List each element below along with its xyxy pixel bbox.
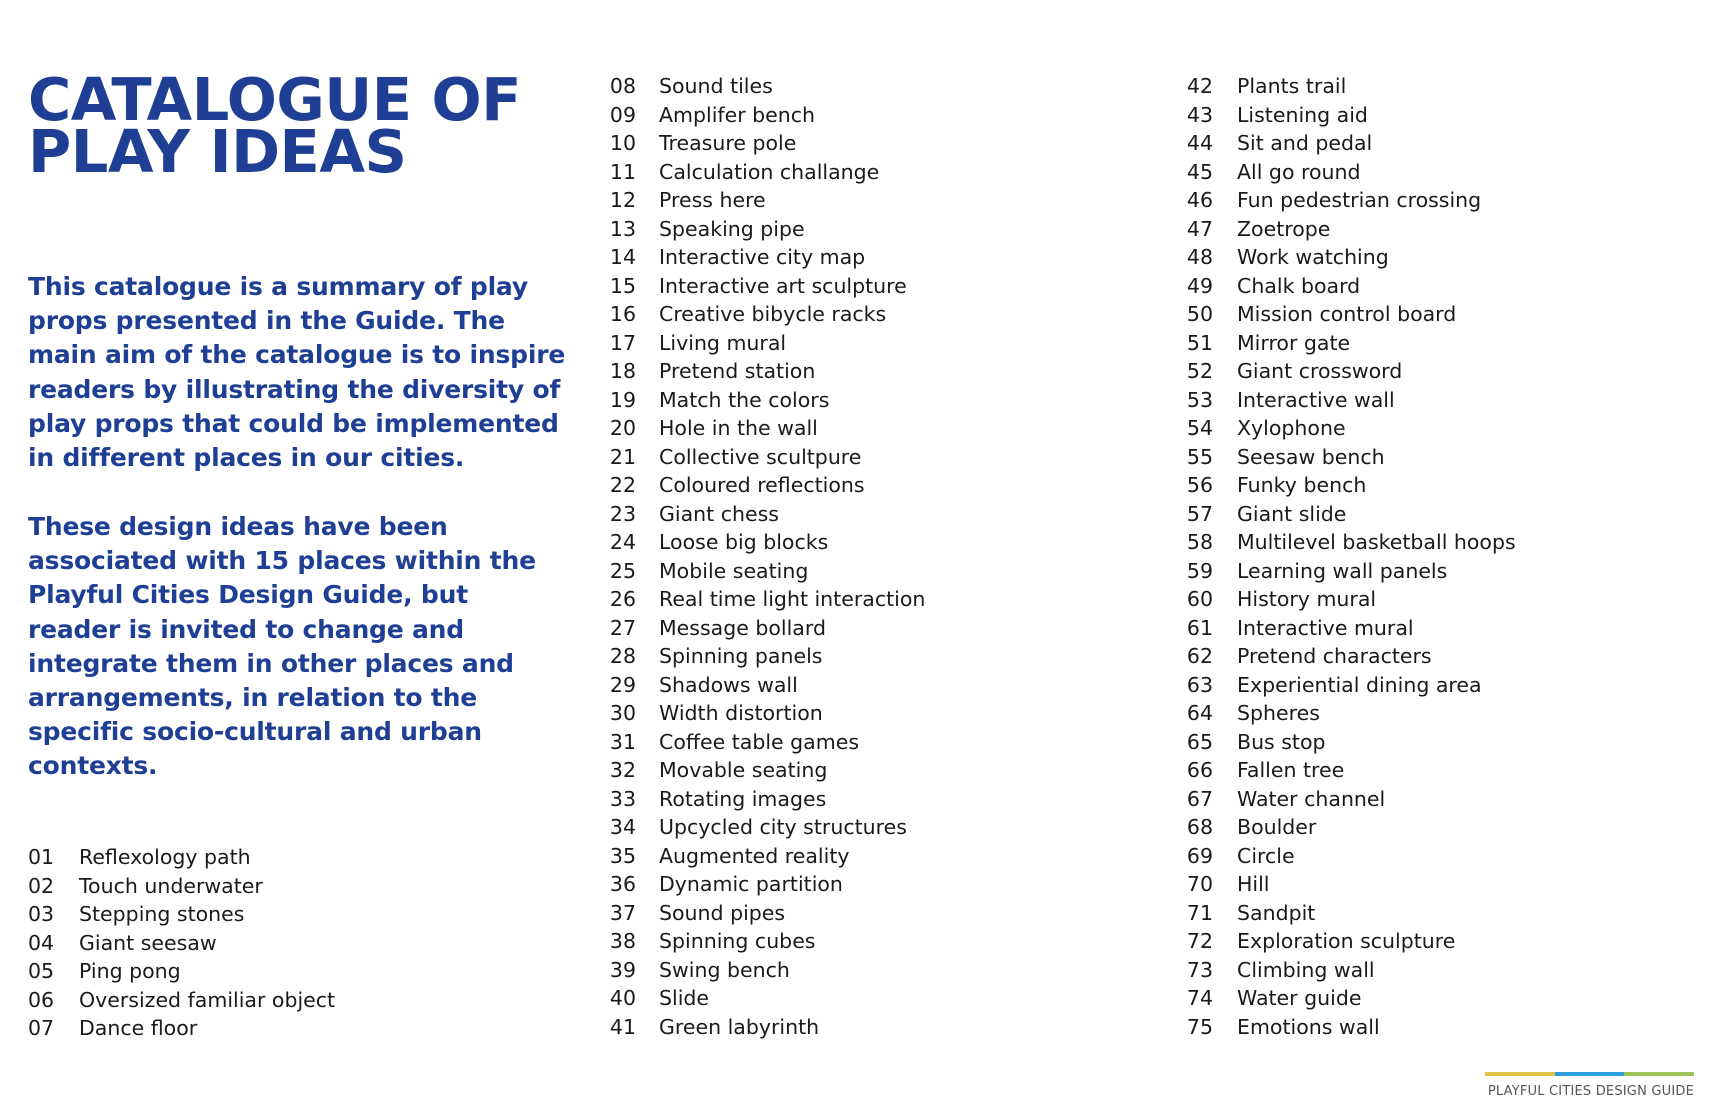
list-item [600, 272, 925, 301]
list-item [600, 443, 925, 472]
item-label: Sound tiles [659, 74, 773, 98]
item-number: 62 [1186, 644, 1213, 668]
list-item [600, 642, 925, 671]
item-label: Dynamic partition [659, 872, 843, 896]
list-item [28, 929, 335, 958]
item-label: Interactive city map [659, 245, 866, 269]
list-item [28, 1014, 335, 1043]
item-label: Upcycled city structures [659, 815, 907, 839]
item-number: 40 [609, 986, 636, 1010]
list-item [600, 186, 925, 215]
item-number: 35 [609, 843, 636, 868]
catalogue-list-column-1 [28, 843, 335, 1043]
item-label: Water channel [1237, 786, 1386, 811]
list-item [600, 1013, 925, 1042]
item-label: Living mural [659, 330, 787, 355]
item-label: Reflexology path [79, 845, 251, 869]
list-item [1180, 528, 1516, 557]
list-item [1180, 1013, 1516, 1042]
list-item [1180, 471, 1516, 500]
item-number: 52 [1186, 359, 1213, 383]
list-item [600, 984, 925, 1013]
item-number: 57 [1186, 501, 1213, 526]
item-number: 31 [609, 729, 636, 754]
list-item [600, 927, 925, 956]
footer-bar-segment-yellow [1485, 1072, 1555, 1076]
item-number: 63 [1186, 672, 1213, 697]
item-number: 41 [609, 1014, 636, 1039]
list-item [600, 101, 925, 130]
list-item [1180, 956, 1516, 985]
item-label: Hill [1237, 872, 1270, 896]
list-item [1180, 785, 1516, 814]
item-label: Emotions wall [1237, 1014, 1380, 1039]
item-label: Chalk board [1237, 273, 1361, 298]
list-item [600, 699, 925, 728]
list-item [1180, 500, 1516, 529]
list-item [1180, 557, 1516, 586]
list-item [600, 158, 925, 187]
footer-color-bar [1485, 1072, 1694, 1076]
list-item [600, 813, 925, 842]
item-number: 32 [609, 758, 636, 782]
item-label: Spinning panels [659, 644, 823, 668]
list-item [600, 870, 925, 899]
item-number: 37 [609, 900, 636, 925]
item-label: Spinning cubes [659, 929, 816, 953]
list-item [600, 129, 925, 158]
item-number: 60 [1186, 587, 1213, 611]
item-label: Mirror gate [1237, 330, 1351, 355]
list-item [1180, 101, 1516, 130]
list-item [1180, 813, 1516, 842]
item-number: 06 [28, 987, 55, 1012]
item-number: 43 [1186, 102, 1213, 127]
item-number: 21 [609, 444, 636, 469]
list-item [1180, 329, 1516, 358]
item-label: Listening aid [1237, 102, 1368, 127]
item-number: 45 [1186, 159, 1213, 184]
catalogue-list-column-3 [1180, 72, 1516, 1041]
item-label: Funky bench [1237, 473, 1367, 497]
footer-title: PLAYFUL CITIES DESIGN GUIDE [1487, 1084, 1694, 1099]
item-label: Loose big blocks [659, 530, 829, 554]
item-number: 28 [609, 644, 636, 668]
list-item [600, 528, 925, 557]
item-label: Speaking pipe [659, 216, 805, 241]
item-label: Ping pong [79, 959, 181, 983]
list-item [28, 957, 335, 986]
item-number: 71 [1186, 900, 1213, 925]
list-item [600, 471, 925, 500]
list-item [600, 671, 925, 700]
item-label: Boulder [1237, 815, 1317, 839]
item-number: 27 [609, 615, 636, 640]
list-item [600, 585, 925, 614]
item-number: 72 [1186, 929, 1213, 953]
item-label: Treasure pole [659, 131, 797, 155]
item-label: Oversized familiar object [79, 987, 336, 1012]
item-number: 22 [609, 473, 636, 497]
item-number: 61 [1186, 615, 1213, 640]
item-label: Shadows wall [659, 672, 798, 697]
item-number: 33 [609, 786, 636, 811]
item-number: 49 [1186, 273, 1213, 298]
item-label: Fun pedestrian crossing [1237, 188, 1482, 212]
item-label: Sit and pedal [1237, 131, 1373, 155]
item-number: 12 [609, 188, 636, 212]
item-number: 53 [1186, 387, 1213, 412]
item-label: History mural [1237, 587, 1377, 611]
list-item [600, 842, 925, 871]
page-title [28, 65, 521, 186]
item-label: Calculation challange [659, 159, 880, 184]
item-number: 24 [609, 530, 636, 554]
list-item [600, 357, 925, 386]
list-item [1180, 899, 1516, 928]
item-label: Slide [659, 986, 710, 1010]
item-number: 14 [609, 245, 636, 269]
list-item [600, 756, 925, 785]
intro-paragraph-2: These design ideas have been associated with 15 places within the Playful Cities Design Guide, but reader is invited to change and integrate them in other places and arrangements, in relation to the specific socio-cultural and urban contexts. [28, 512, 536, 781]
list-item [1180, 728, 1516, 757]
item-number: 20 [609, 416, 636, 440]
item-label: Match the colors [659, 387, 830, 412]
item-number: 73 [1186, 957, 1213, 982]
item-number: 30 [609, 701, 636, 725]
item-number: 34 [609, 815, 636, 839]
footer-bar-segment-blue [1555, 1072, 1625, 1076]
list-item [28, 872, 335, 901]
list-item [1180, 870, 1516, 899]
item-label: Fallen tree [1237, 758, 1345, 782]
item-label: Hole in the wall [659, 416, 818, 440]
list-item [28, 986, 335, 1015]
item-number: 01 [28, 845, 55, 869]
list-item [600, 956, 925, 985]
list-item [1180, 585, 1516, 614]
item-label: Sandpit [1237, 900, 1316, 925]
list-item [1180, 671, 1516, 700]
item-number: 58 [1186, 530, 1213, 554]
list-item [28, 900, 335, 929]
list-item [600, 414, 925, 443]
list-item [1180, 357, 1516, 386]
item-number: 56 [1186, 473, 1213, 497]
item-number: 46 [1186, 188, 1213, 212]
item-label: Interactive wall [1237, 387, 1395, 412]
item-number: 42 [1186, 74, 1213, 98]
item-label: Exploration sculpture [1237, 929, 1456, 953]
item-number: 44 [1186, 131, 1213, 155]
list-item [1180, 186, 1516, 215]
item-label: Spheres [1237, 701, 1320, 725]
list-item [600, 899, 925, 928]
item-number: 68 [1186, 815, 1213, 839]
item-label: Seesaw bench [1237, 444, 1385, 469]
list-item [1180, 72, 1516, 101]
item-number: 64 [1186, 701, 1213, 725]
item-number: 11 [609, 159, 636, 184]
item-number: 54 [1186, 416, 1213, 440]
item-number: 18 [609, 359, 636, 383]
item-label: Pretend characters [1237, 644, 1432, 668]
item-number: 74 [1186, 986, 1213, 1010]
item-label: Climbing wall [1237, 957, 1375, 982]
intro-paragraph-1: This catalogue is a summary of play props presented in the Guide. The main aim of the catalogue is to inspire readers by illustrating the diversity of play props that could be implemented in different places in our cities. [28, 272, 566, 473]
item-label: Dance floor [79, 1016, 198, 1040]
list-item [600, 500, 925, 529]
page-title-line-2: PLAY IDEAS [28, 117, 407, 186]
item-label: Interactive art sculpture [659, 273, 907, 298]
item-number: 55 [1186, 444, 1213, 469]
list-item [1180, 927, 1516, 956]
item-label: Rotating images [659, 786, 827, 811]
item-label: Giant chess [659, 501, 779, 526]
item-label: Green labyrinth [659, 1014, 820, 1039]
item-label: Circle [1237, 843, 1295, 868]
list-item [600, 300, 925, 329]
list-item [1180, 699, 1516, 728]
item-label: Experiential dining area [1237, 672, 1482, 697]
list-item [600, 785, 925, 814]
item-label: Width distortion [659, 701, 823, 725]
item-number: 69 [1186, 843, 1213, 868]
item-label: Creative bibycle racks [659, 302, 887, 326]
item-label: Water guide [1237, 986, 1362, 1010]
list-item [1180, 756, 1516, 785]
item-label: Pretend station [659, 359, 816, 383]
list-item [1180, 129, 1516, 158]
list-item [600, 243, 925, 272]
item-number: 67 [1186, 786, 1213, 811]
list-item [1180, 414, 1516, 443]
item-label: Swing bench [659, 957, 790, 982]
list-item [1180, 614, 1516, 643]
list-item [1180, 158, 1516, 187]
item-label: Touch underwater [79, 873, 263, 898]
item-label: Movable seating [659, 758, 828, 782]
list-item [1180, 443, 1516, 472]
item-label: Work watching [1237, 245, 1389, 269]
item-number: 29 [609, 672, 636, 697]
item-number: 07 [28, 1016, 55, 1040]
item-label: Learning wall panels [1237, 558, 1448, 583]
item-label: Giant crossword [1237, 359, 1403, 383]
item-number: 19 [609, 387, 636, 412]
list-item [600, 614, 925, 643]
item-number: 65 [1186, 729, 1213, 754]
page-title-line-1: CATALOGUE OF [28, 65, 521, 134]
footer-bar-segment-green [1624, 1072, 1694, 1076]
item-number: 26 [609, 587, 636, 611]
item-label: Bus stop [1237, 729, 1326, 754]
item-number: 13 [609, 216, 636, 241]
item-label: Mission control board [1237, 302, 1457, 326]
item-number: 51 [1186, 330, 1213, 355]
item-number: 15 [609, 273, 636, 298]
item-number: 50 [1186, 302, 1213, 326]
list-item [1180, 300, 1516, 329]
item-number: 05 [28, 959, 55, 983]
item-label: All go round [1237, 159, 1361, 184]
item-number: 09 [609, 102, 636, 127]
list-item [600, 329, 925, 358]
item-label: Augmented reality [659, 843, 850, 868]
list-item [600, 728, 925, 757]
list-item [1180, 984, 1516, 1013]
item-number: 70 [1186, 872, 1213, 896]
item-number: 16 [609, 302, 636, 326]
item-number: 17 [609, 330, 636, 355]
item-label: Press here [659, 188, 766, 212]
list-item [28, 843, 335, 872]
item-label: Stepping stones [79, 902, 245, 926]
item-number: 25 [609, 558, 636, 583]
item-number: 10 [609, 131, 636, 155]
item-number: 39 [609, 957, 636, 982]
item-label: Message bollard [659, 615, 826, 640]
item-label: Giant seesaw [79, 930, 217, 955]
item-label: Collective scultpure [659, 444, 862, 469]
list-item [600, 72, 925, 101]
item-label: Amplifer bench [659, 102, 816, 127]
list-item [600, 386, 925, 415]
item-number: 48 [1186, 245, 1213, 269]
list-item [1180, 386, 1516, 415]
list-item [1180, 272, 1516, 301]
item-number: 02 [28, 873, 55, 898]
list-item [1180, 842, 1516, 871]
item-number: 04 [28, 930, 55, 955]
item-number: 08 [609, 74, 636, 98]
item-number: 03 [28, 902, 55, 926]
item-number: 66 [1186, 758, 1213, 782]
item-number: 36 [609, 872, 636, 896]
item-label: Mobile seating [659, 558, 809, 583]
list-item [600, 557, 925, 586]
item-label: Zoetrope [1237, 216, 1331, 241]
list-item [600, 215, 925, 244]
item-label: Xylophone [1237, 416, 1346, 440]
item-number: 47 [1186, 216, 1213, 241]
list-item [1180, 243, 1516, 272]
item-label: Interactive mural [1237, 615, 1414, 640]
item-number: 23 [609, 501, 636, 526]
item-label: Coloured reflections [659, 473, 865, 497]
list-item [1180, 642, 1516, 671]
item-label: Real time light interaction [659, 587, 926, 611]
item-number: 59 [1186, 558, 1213, 583]
list-item [1180, 215, 1516, 244]
item-label: Coffee table games [659, 729, 859, 754]
item-number: 38 [609, 929, 636, 953]
item-label: Plants trail [1237, 74, 1347, 98]
item-label: Multilevel basketball hoops [1237, 530, 1516, 554]
catalogue-list-column-2 [600, 72, 925, 1041]
item-label: Sound pipes [659, 900, 786, 925]
item-label: Giant slide [1237, 501, 1347, 526]
item-number: 75 [1186, 1014, 1213, 1039]
